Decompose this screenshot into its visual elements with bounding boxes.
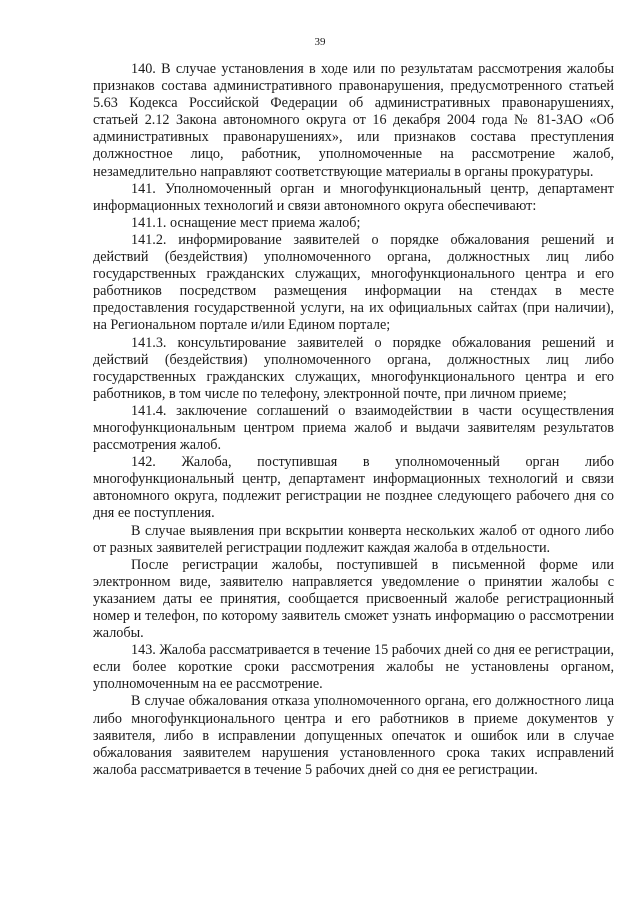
paragraph-142-multiple-complaints: В случае выявления при вскрытии конверта нескольких жалоб от одного либо от разных заявителей регистрации подлежит каждая жалоба в отдельности.: [93, 522, 614, 556]
document-body: [93, 61, 614, 779]
paragraph-142: 142. Жалоба, поступившая в уполномоченный орган либо многофункциональный центр, департамент информационных технологий и связи автономного округа, подлежит регистрации не позднее следующего рабочего дня со дня ее поступления.: [93, 454, 614, 522]
paragraph-141: 141. Уполномоченный орган и многофункциональный центр, департамент информационных технологий и связи автономного округа обеспечивают:: [93, 180, 614, 214]
paragraph-143-refusal-appeal: В случае обжалования отказа уполномоченного органа, его должностного лица либо многофункционального центра и его работников в приеме документов у заявителя, либо в исправлении допущенных опечаток и ошибок или в случае обжалования заявителем нарушения установленного срока таких исправлений жалоба рассматривается в течение 5 рабочих дней со дня ее регистрации.: [93, 693, 614, 778]
paragraph-141-3: 141.3. консультирование заявителей о порядке обжалования решений и действий (бездействия) уполномоченного органа, должностных лиц либо государственных гражданских служащих, многофункционального центра и его работников, в том числе по телефону, электронной почте, при личном приеме;: [93, 334, 614, 402]
paragraph-141-4: 141.4. заключение соглашений о взаимодействии в части осуществления многофункциональным центром приема жалоб и выдачи заявителям результатов рассмотрения жалоб.: [93, 402, 614, 454]
page-number: 39: [314, 36, 326, 48]
paragraph-141-2: 141.2. информирование заявителей о порядке обжалования решений и действий (бездействия) уполномоченного органа, должностных лиц либо государственных гражданских служащих, многофункционального центра и его работников посредством размещения информации на стендах в месте предоставления государственной услуги, на их официальных сайтах (при наличии), на Региональном портале и/или Едином портале;: [93, 231, 614, 334]
paragraph-143: 143. Жалоба рассматривается в течение 15 рабочих дней со дня ее регистрации, если более короткие сроки рассмотрения жалобы не установлены органом, уполномоченным на ее рассмотрение.: [93, 642, 614, 693]
paragraph-141-1: 141.1. оснащение мест приема жалоб;: [131, 214, 361, 231]
paragraph-140: 140. В случае установления в ходе или по результатам рассмотрения жалобы признаков состава административного правонарушения, предусмотренного статьей 5.63 Кодекса Российской Федерации об административных правонарушениях, статьей 2.12 Закона автономного округа от 16 декабря 2004 года № 81-ЗАО «Об административных правонарушениях», или признаков состава преступления должностное лицо, работник, уполномоченные на рассмотрение жалоб, незамедлительно направляют соответствующие материалы в органы прокуратуры.: [93, 61, 614, 180]
paragraph-142-notification: После регистрации жалобы, поступившей в письменной форме или электронном виде, заявителю направляется уведомление о принятии жалобы с указанием даты ее принятия, сообщается присвоенный жалобе регистрационный номер и телефон, по которому заявитель сможет узнать информацию о рассмотрении жалобы.: [93, 556, 614, 642]
